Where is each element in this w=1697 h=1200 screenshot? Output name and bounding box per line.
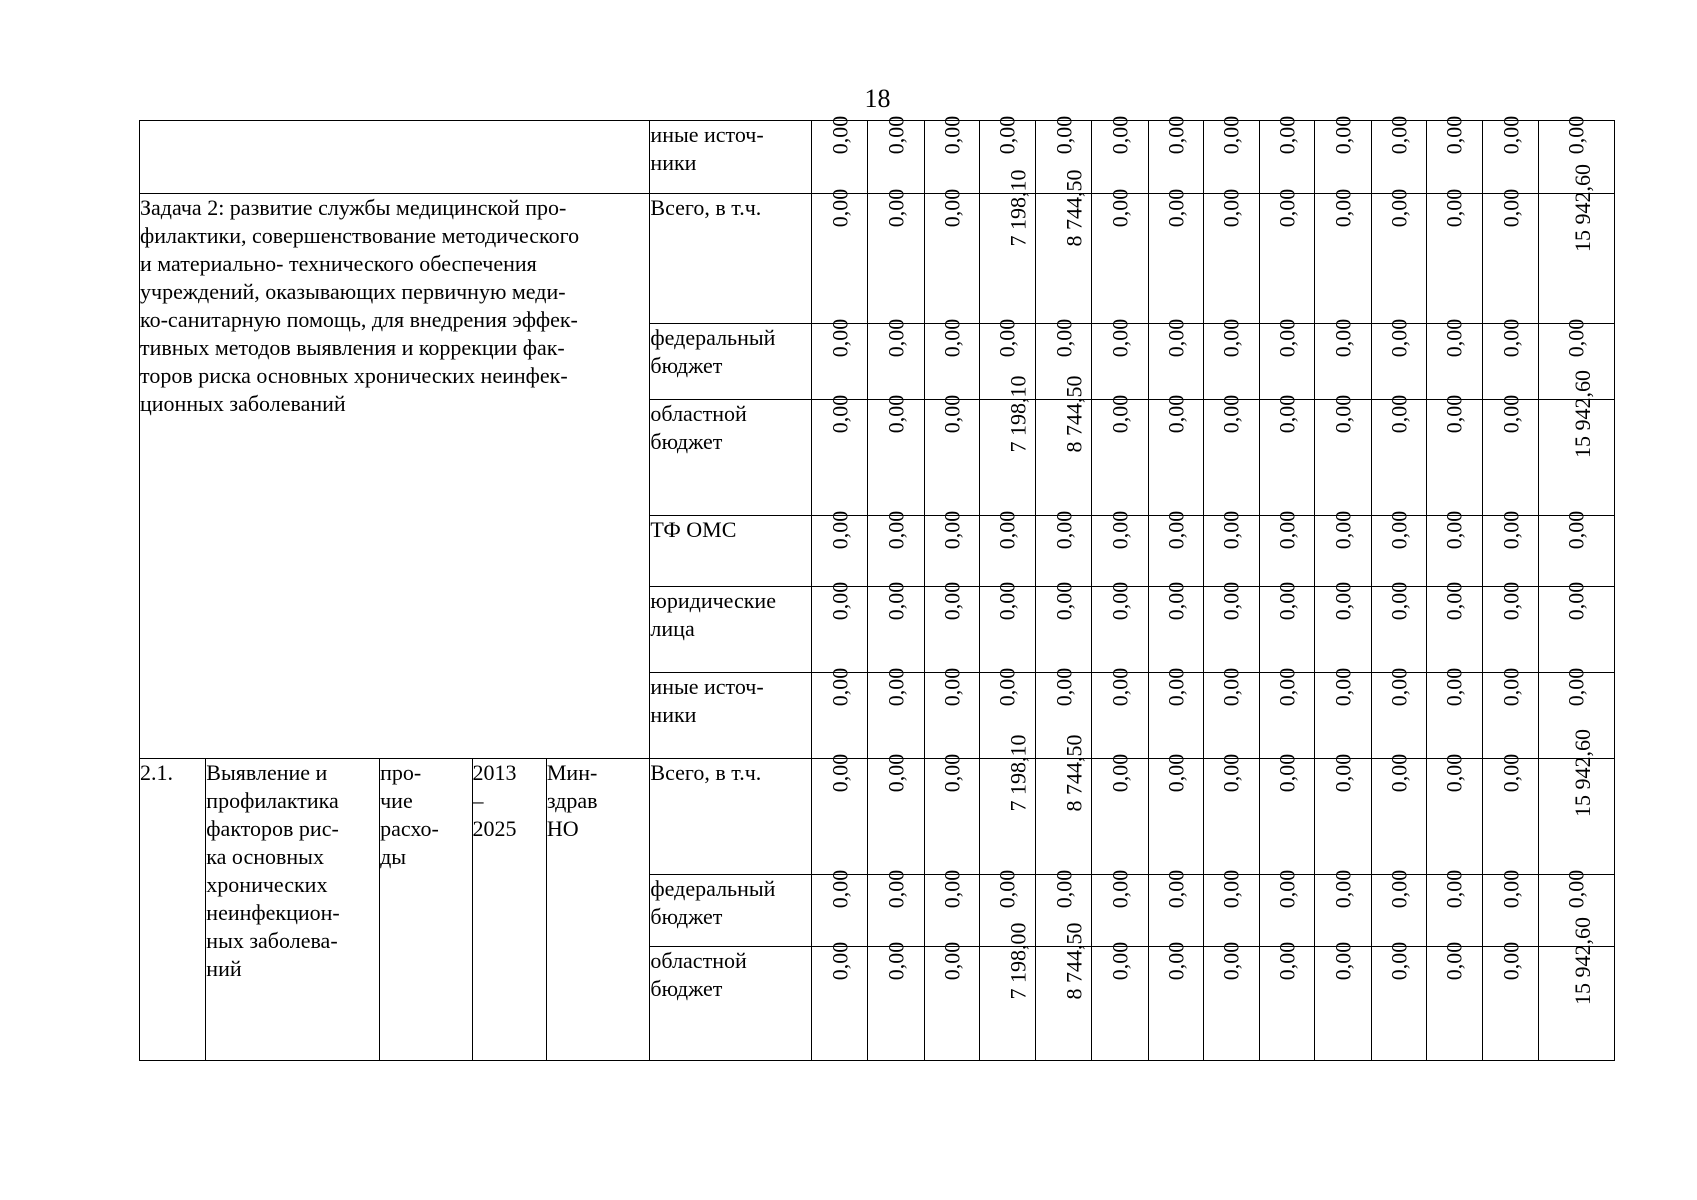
amount-cell	[924, 115, 979, 194]
amount-cell	[1315, 394, 1371, 516]
amount-cell	[1036, 169, 1092, 324]
amount-cell	[1426, 753, 1482, 875]
amount-cell	[1036, 734, 1092, 875]
amount-cell	[1203, 941, 1259, 1061]
amount-value: 0,00	[826, 753, 852, 793]
amount-cell	[1148, 941, 1203, 1061]
amount-value: 7 198,00	[1005, 922, 1031, 1000]
amount-cell	[868, 753, 924, 875]
amount-value: 0,00	[1107, 394, 1133, 434]
amount-value: 8 744,50	[1061, 375, 1087, 453]
amount-value: 0,00	[1050, 869, 1076, 909]
amount-cell	[812, 188, 868, 324]
amount-value: 0,00	[826, 581, 852, 621]
amount-value: 0,00	[1330, 941, 1356, 981]
amount-value: 0,00	[938, 318, 964, 358]
amount-value: 0,00	[826, 188, 852, 228]
amount-value: 7 198,10	[1005, 734, 1031, 812]
amount-value: 0,00	[1274, 581, 1300, 621]
amount-cell	[1371, 667, 1426, 759]
amount-cell	[979, 510, 1035, 587]
amount-cell	[1483, 318, 1539, 400]
amount-value: 0,00	[1050, 510, 1076, 550]
amount-cell	[924, 667, 979, 759]
amount-value: 0,00	[1497, 115, 1523, 155]
amount-cell	[1148, 869, 1203, 947]
amount-value: 0,00	[1218, 581, 1244, 621]
amount-value: 0,00	[1497, 581, 1523, 621]
amount-value: 0,00	[1497, 188, 1523, 228]
amount-value: 0,00	[826, 869, 852, 909]
amount-value: 0,00	[826, 318, 852, 358]
amount-value: 0,00	[1330, 115, 1356, 155]
funding-source-cell: Всего, в т.ч.	[650, 194, 812, 324]
amount-value: 0,00	[1385, 753, 1411, 793]
amount-cell	[1315, 941, 1371, 1061]
amount-cell	[1148, 115, 1203, 194]
amount-cell	[924, 510, 979, 587]
amount-value: 0,00	[1162, 115, 1188, 155]
amount-value: 0,00	[1441, 318, 1467, 358]
amount-cell	[1092, 869, 1148, 947]
amount-cell	[1260, 667, 1315, 759]
amount-cell	[1483, 510, 1539, 587]
amount-cell	[1203, 753, 1259, 875]
amount-cell	[868, 869, 924, 947]
amount-value: 0,00	[1330, 581, 1356, 621]
amount-cell	[1426, 318, 1482, 400]
amount-value: 0,00	[1107, 188, 1133, 228]
amount-cell	[1539, 729, 1615, 875]
amount-cell	[979, 922, 1035, 1061]
amount-value: 0,00	[1497, 394, 1523, 434]
amount-value: 0,00	[1050, 115, 1076, 155]
amount-value: 0,00	[1107, 510, 1133, 550]
amount-cell	[1426, 581, 1482, 673]
amount-value: 7 198,10	[1005, 169, 1031, 247]
amount-cell	[1092, 667, 1148, 759]
amount-value: 0,00	[1218, 115, 1244, 155]
amount-value: 0,00	[1107, 115, 1133, 155]
amount-value: 0,00	[1497, 941, 1523, 981]
amount-value: 0,00	[1162, 753, 1188, 793]
amount-cell	[1260, 510, 1315, 587]
amount-cell	[1371, 581, 1426, 673]
table-row	[140, 121, 1615, 194]
amount-cell	[1315, 581, 1371, 673]
amount-cell	[812, 941, 868, 1061]
funding-source-cell: федеральный бюджет	[650, 875, 812, 947]
amount-cell	[1426, 115, 1482, 194]
amount-cell	[1539, 370, 1615, 516]
amount-value: 0,00	[1563, 581, 1589, 621]
amount-cell	[868, 318, 924, 400]
amount-value: 0,00	[1218, 869, 1244, 909]
amount-value: 0,00	[1050, 667, 1076, 707]
task-2-title: Задача 2: развитие службы медицинской про- филактики, совершенствование методического и материально- технического обеспечения учреждений, оказывающих первичную меди- ко-санитарную помощь, для внедрения эффек- тивных методов выявления и коррекции фак- торов риска основных хронических неинфек- ционных заболеваний	[140, 194, 650, 759]
amount-value: 15 942,60	[1570, 729, 1596, 817]
amount-value: 0,00	[1050, 581, 1076, 621]
amount-cell	[812, 753, 868, 875]
amount-value: 0,00	[1218, 510, 1244, 550]
amount-value: 0,00	[1162, 667, 1188, 707]
amount-cell	[1203, 115, 1259, 194]
amount-value: 0,00	[1385, 394, 1411, 434]
budget-table	[139, 115, 1615, 1061]
amount-cell	[1036, 375, 1092, 516]
amount-cell	[1483, 115, 1539, 194]
amount-cell	[1092, 510, 1148, 587]
amount-value: 0,00	[938, 394, 964, 434]
item-name: Выявление и профилактика факторов рис- ка основных хронических неинфекцион- ных заболева- ний	[206, 759, 380, 1061]
amount-cell	[1148, 753, 1203, 875]
amount-cell	[868, 510, 924, 587]
amount-value: 0,00	[883, 869, 909, 909]
amount-cell	[1371, 941, 1426, 1061]
amount-value: 0,00	[1274, 941, 1300, 981]
amount-value: 0,00	[1107, 941, 1133, 981]
amount-cell	[1483, 941, 1539, 1061]
amount-value: 0,00	[1441, 188, 1467, 228]
amount-cell	[924, 188, 979, 324]
amount-value: 0,00	[1497, 753, 1523, 793]
amount-value: 0,00	[1107, 753, 1133, 793]
amount-value: 0,00	[1385, 318, 1411, 358]
amount-value: 0,00	[1497, 318, 1523, 358]
amount-value: 0,00	[1563, 115, 1589, 155]
amount-cell	[868, 188, 924, 324]
funding-source-cell: Всего, в т.ч.	[650, 759, 812, 875]
amount-cell	[812, 667, 868, 759]
amount-value: 8 744,50	[1061, 734, 1087, 812]
amount-value: 0,00	[1218, 941, 1244, 981]
amount-value: 0,00	[1274, 869, 1300, 909]
amount-cell	[1092, 581, 1148, 673]
amount-cell	[1203, 869, 1259, 947]
amount-value: 0,00	[938, 667, 964, 707]
amount-value: 0,00	[938, 115, 964, 155]
amount-value: 0,00	[1497, 869, 1523, 909]
amount-value: 0,00	[826, 510, 852, 550]
amount-value: 15 942,60	[1570, 917, 1596, 1005]
amount-value: 0,00	[883, 581, 909, 621]
amount-cell	[1036, 581, 1092, 673]
amount-cell	[868, 941, 924, 1061]
amount-value: 0,00	[1385, 941, 1411, 981]
amount-value: 0,00	[1274, 510, 1300, 550]
amount-value: 0,00	[938, 188, 964, 228]
amount-value: 0,00	[1162, 394, 1188, 434]
amount-cell	[1371, 394, 1426, 516]
amount-value: 0,00	[1330, 869, 1356, 909]
period: 2013 – 2025	[472, 759, 546, 1061]
amount-cell	[1426, 394, 1482, 516]
amount-value: 0,00	[883, 318, 909, 358]
amount-cell	[1260, 869, 1315, 947]
amount-cell	[1092, 753, 1148, 875]
amount-value: 0,00	[938, 869, 964, 909]
page-number: 18	[864, 84, 891, 113]
amount-value: 0,00	[994, 115, 1020, 155]
amount-value: 0,00	[883, 753, 909, 793]
amount-value: 0,00	[1274, 394, 1300, 434]
amount-cell	[1426, 869, 1482, 947]
amount-cell	[1315, 869, 1371, 947]
amount-value: 0,00	[1162, 510, 1188, 550]
amount-cell	[812, 318, 868, 400]
amount-value: 0,00	[1107, 869, 1133, 909]
amount-cell	[1203, 394, 1259, 516]
amount-value: 0,00	[1497, 510, 1523, 550]
amount-cell	[1483, 667, 1539, 759]
amount-cell	[1371, 318, 1426, 400]
executor: Мин- здрав НО	[546, 759, 650, 1061]
amount-value: 0,00	[1050, 318, 1076, 358]
amount-cell	[868, 581, 924, 673]
expense-type: про- чие расхо- ды	[380, 759, 472, 1061]
amount-value: 0,00	[1274, 188, 1300, 228]
amount-value: 0,00	[1218, 318, 1244, 358]
amount-value: 0,00	[994, 510, 1020, 550]
amount-value: 0,00	[1385, 667, 1411, 707]
funding-source-cell: ТФ ОМС	[650, 516, 812, 587]
amount-value: 0,00	[1162, 318, 1188, 358]
amount-value: 8 744,50	[1061, 169, 1087, 247]
amount-value: 0,00	[883, 667, 909, 707]
amount-cell	[1260, 318, 1315, 400]
amount-value: 0,00	[1162, 188, 1188, 228]
amount-value: 7 198,10	[1005, 375, 1031, 453]
amount-value: 0,00	[1441, 869, 1467, 909]
amount-value: 0,00	[994, 869, 1020, 909]
amount-cell	[1426, 510, 1482, 587]
amount-cell	[1036, 510, 1092, 587]
amount-cell	[1260, 115, 1315, 194]
amount-value: 0,00	[1218, 753, 1244, 793]
amount-value: 0,00	[826, 667, 852, 707]
amount-value: 0,00	[1441, 941, 1467, 981]
amount-cell	[979, 581, 1035, 673]
amount-value: 0,00	[994, 667, 1020, 707]
amount-value: 15 942,60	[1570, 164, 1596, 252]
amount-value: 0,00	[1385, 188, 1411, 228]
amount-cell	[1203, 510, 1259, 587]
amount-cell	[868, 115, 924, 194]
amount-value: 0,00	[938, 581, 964, 621]
amount-value: 0,00	[1497, 667, 1523, 707]
amount-cell	[812, 394, 868, 516]
amount-value: 0,00	[1274, 318, 1300, 358]
amount-value: 0,00	[1385, 869, 1411, 909]
amount-value: 0,00	[1330, 667, 1356, 707]
amount-value: 0,00	[994, 581, 1020, 621]
amount-cell	[1092, 318, 1148, 400]
amount-cell	[1483, 753, 1539, 875]
amount-cell	[1315, 188, 1371, 324]
amount-cell	[979, 169, 1035, 324]
amount-value: 0,00	[883, 941, 909, 981]
amount-cell	[1426, 188, 1482, 324]
funding-source-cell: иные источ- ники	[650, 673, 812, 759]
table-row	[140, 194, 1615, 324]
amount-value: 0,00	[1274, 753, 1300, 793]
amount-value: 0,00	[826, 394, 852, 434]
amount-value: 0,00	[1385, 115, 1411, 155]
amount-value: 0,00	[1385, 510, 1411, 550]
amount-cell	[1315, 318, 1371, 400]
amount-value: 0,00	[1441, 115, 1467, 155]
amount-value: 0,00	[1563, 510, 1589, 550]
amount-cell	[1483, 394, 1539, 516]
funding-source-cell: федеральный бюджет	[650, 324, 812, 400]
funding-source-cell: юридические лица	[650, 587, 812, 673]
amount-value: 0,00	[1330, 753, 1356, 793]
amount-cell	[1148, 510, 1203, 587]
amount-value: 0,00	[1441, 510, 1467, 550]
amount-cell	[812, 869, 868, 947]
amount-value: 0,00	[1274, 115, 1300, 155]
amount-value: 0,00	[883, 510, 909, 550]
amount-cell	[1315, 667, 1371, 759]
amount-cell	[1148, 667, 1203, 759]
amount-cell	[979, 734, 1035, 875]
amount-value: 0,00	[1441, 394, 1467, 434]
amount-value: 0,00	[1330, 188, 1356, 228]
amount-cell	[924, 394, 979, 516]
amount-value: 0,00	[1107, 581, 1133, 621]
amount-value: 0,00	[1218, 394, 1244, 434]
amount-value: 0,00	[1330, 318, 1356, 358]
amount-value: 0,00	[1107, 318, 1133, 358]
amount-value: 0,00	[1218, 188, 1244, 228]
amount-cell	[868, 394, 924, 516]
amount-value: 0,00	[1330, 510, 1356, 550]
funding-source-cell: областной бюджет	[650, 947, 812, 1061]
item-number: 2.1.	[140, 759, 206, 1061]
amount-cell	[1371, 869, 1426, 947]
amount-cell	[1203, 188, 1259, 324]
amount-value: 0,00	[1274, 667, 1300, 707]
amount-cell	[1260, 394, 1315, 516]
amount-value: 0,00	[1563, 869, 1589, 909]
amount-cell	[1148, 394, 1203, 516]
funding-source-cell: областной бюджет	[650, 400, 812, 516]
amount-cell	[1260, 188, 1315, 324]
amount-cell	[1426, 941, 1482, 1061]
amount-cell	[979, 375, 1035, 516]
amount-cell	[1036, 922, 1092, 1061]
amount-cell	[924, 581, 979, 673]
amount-value: 0,00	[1563, 318, 1589, 358]
amount-value: 0,00	[826, 115, 852, 155]
amount-cell	[924, 318, 979, 400]
funding-source-cell: иные источ- ники	[650, 121, 812, 194]
amount-value: 0,00	[1107, 667, 1133, 707]
table-row	[140, 759, 1615, 875]
amount-value: 0,00	[1441, 753, 1467, 793]
amount-cell	[1260, 581, 1315, 673]
amount-value: 0,00	[938, 510, 964, 550]
amount-cell	[1148, 318, 1203, 400]
amount-value: 0,00	[1162, 581, 1188, 621]
amount-cell	[924, 753, 979, 875]
amount-cell	[812, 510, 868, 587]
amount-cell	[924, 941, 979, 1061]
amount-cell	[1483, 869, 1539, 947]
empty-description-cell	[140, 121, 650, 194]
amount-value: 0,00	[1162, 869, 1188, 909]
amount-value: 0,00	[938, 753, 964, 793]
amount-cell	[1371, 188, 1426, 324]
amount-value: 0,00	[1330, 394, 1356, 434]
amount-cell	[1539, 510, 1615, 587]
amount-value: 0,00	[1441, 581, 1467, 621]
amount-cell	[1539, 917, 1615, 1061]
amount-value: 0,00	[994, 318, 1020, 358]
amount-cell	[1203, 318, 1259, 400]
amount-cell	[1203, 667, 1259, 759]
amount-cell	[1092, 115, 1148, 194]
amount-value: 0,00	[883, 115, 909, 155]
amount-cell	[1092, 188, 1148, 324]
amount-value: 0,00	[1385, 581, 1411, 621]
amount-value: 0,00	[826, 941, 852, 981]
amount-cell	[1371, 115, 1426, 194]
amount-cell	[1260, 941, 1315, 1061]
amount-cell	[1426, 667, 1482, 759]
amount-cell	[1092, 394, 1148, 516]
amount-value: 0,00	[938, 941, 964, 981]
amount-cell	[812, 581, 868, 673]
amount-value: 0,00	[1218, 667, 1244, 707]
amount-cell	[868, 667, 924, 759]
amount-value: 0,00	[1162, 941, 1188, 981]
amount-cell	[812, 115, 868, 194]
amount-cell	[1483, 188, 1539, 324]
amount-value: 0,00	[1441, 667, 1467, 707]
amount-cell	[1148, 581, 1203, 673]
amount-cell	[1203, 581, 1259, 673]
amount-cell	[924, 869, 979, 947]
amount-cell	[1539, 164, 1615, 324]
amount-cell	[1483, 581, 1539, 673]
amount-cell	[1539, 581, 1615, 673]
amount-value: 0,00	[1563, 667, 1589, 707]
amount-cell	[1092, 941, 1148, 1061]
amount-cell	[1148, 188, 1203, 324]
amount-cell	[1371, 510, 1426, 587]
amount-cell	[1315, 510, 1371, 587]
amount-cell	[1260, 753, 1315, 875]
amount-value: 0,00	[883, 394, 909, 434]
amount-value: 0,00	[883, 188, 909, 228]
amount-cell	[1315, 753, 1371, 875]
amount-value: 8 744,50	[1061, 922, 1087, 1000]
amount-value: 15 942,60	[1570, 370, 1596, 458]
amount-cell	[1371, 753, 1426, 875]
amount-cell	[1315, 115, 1371, 194]
